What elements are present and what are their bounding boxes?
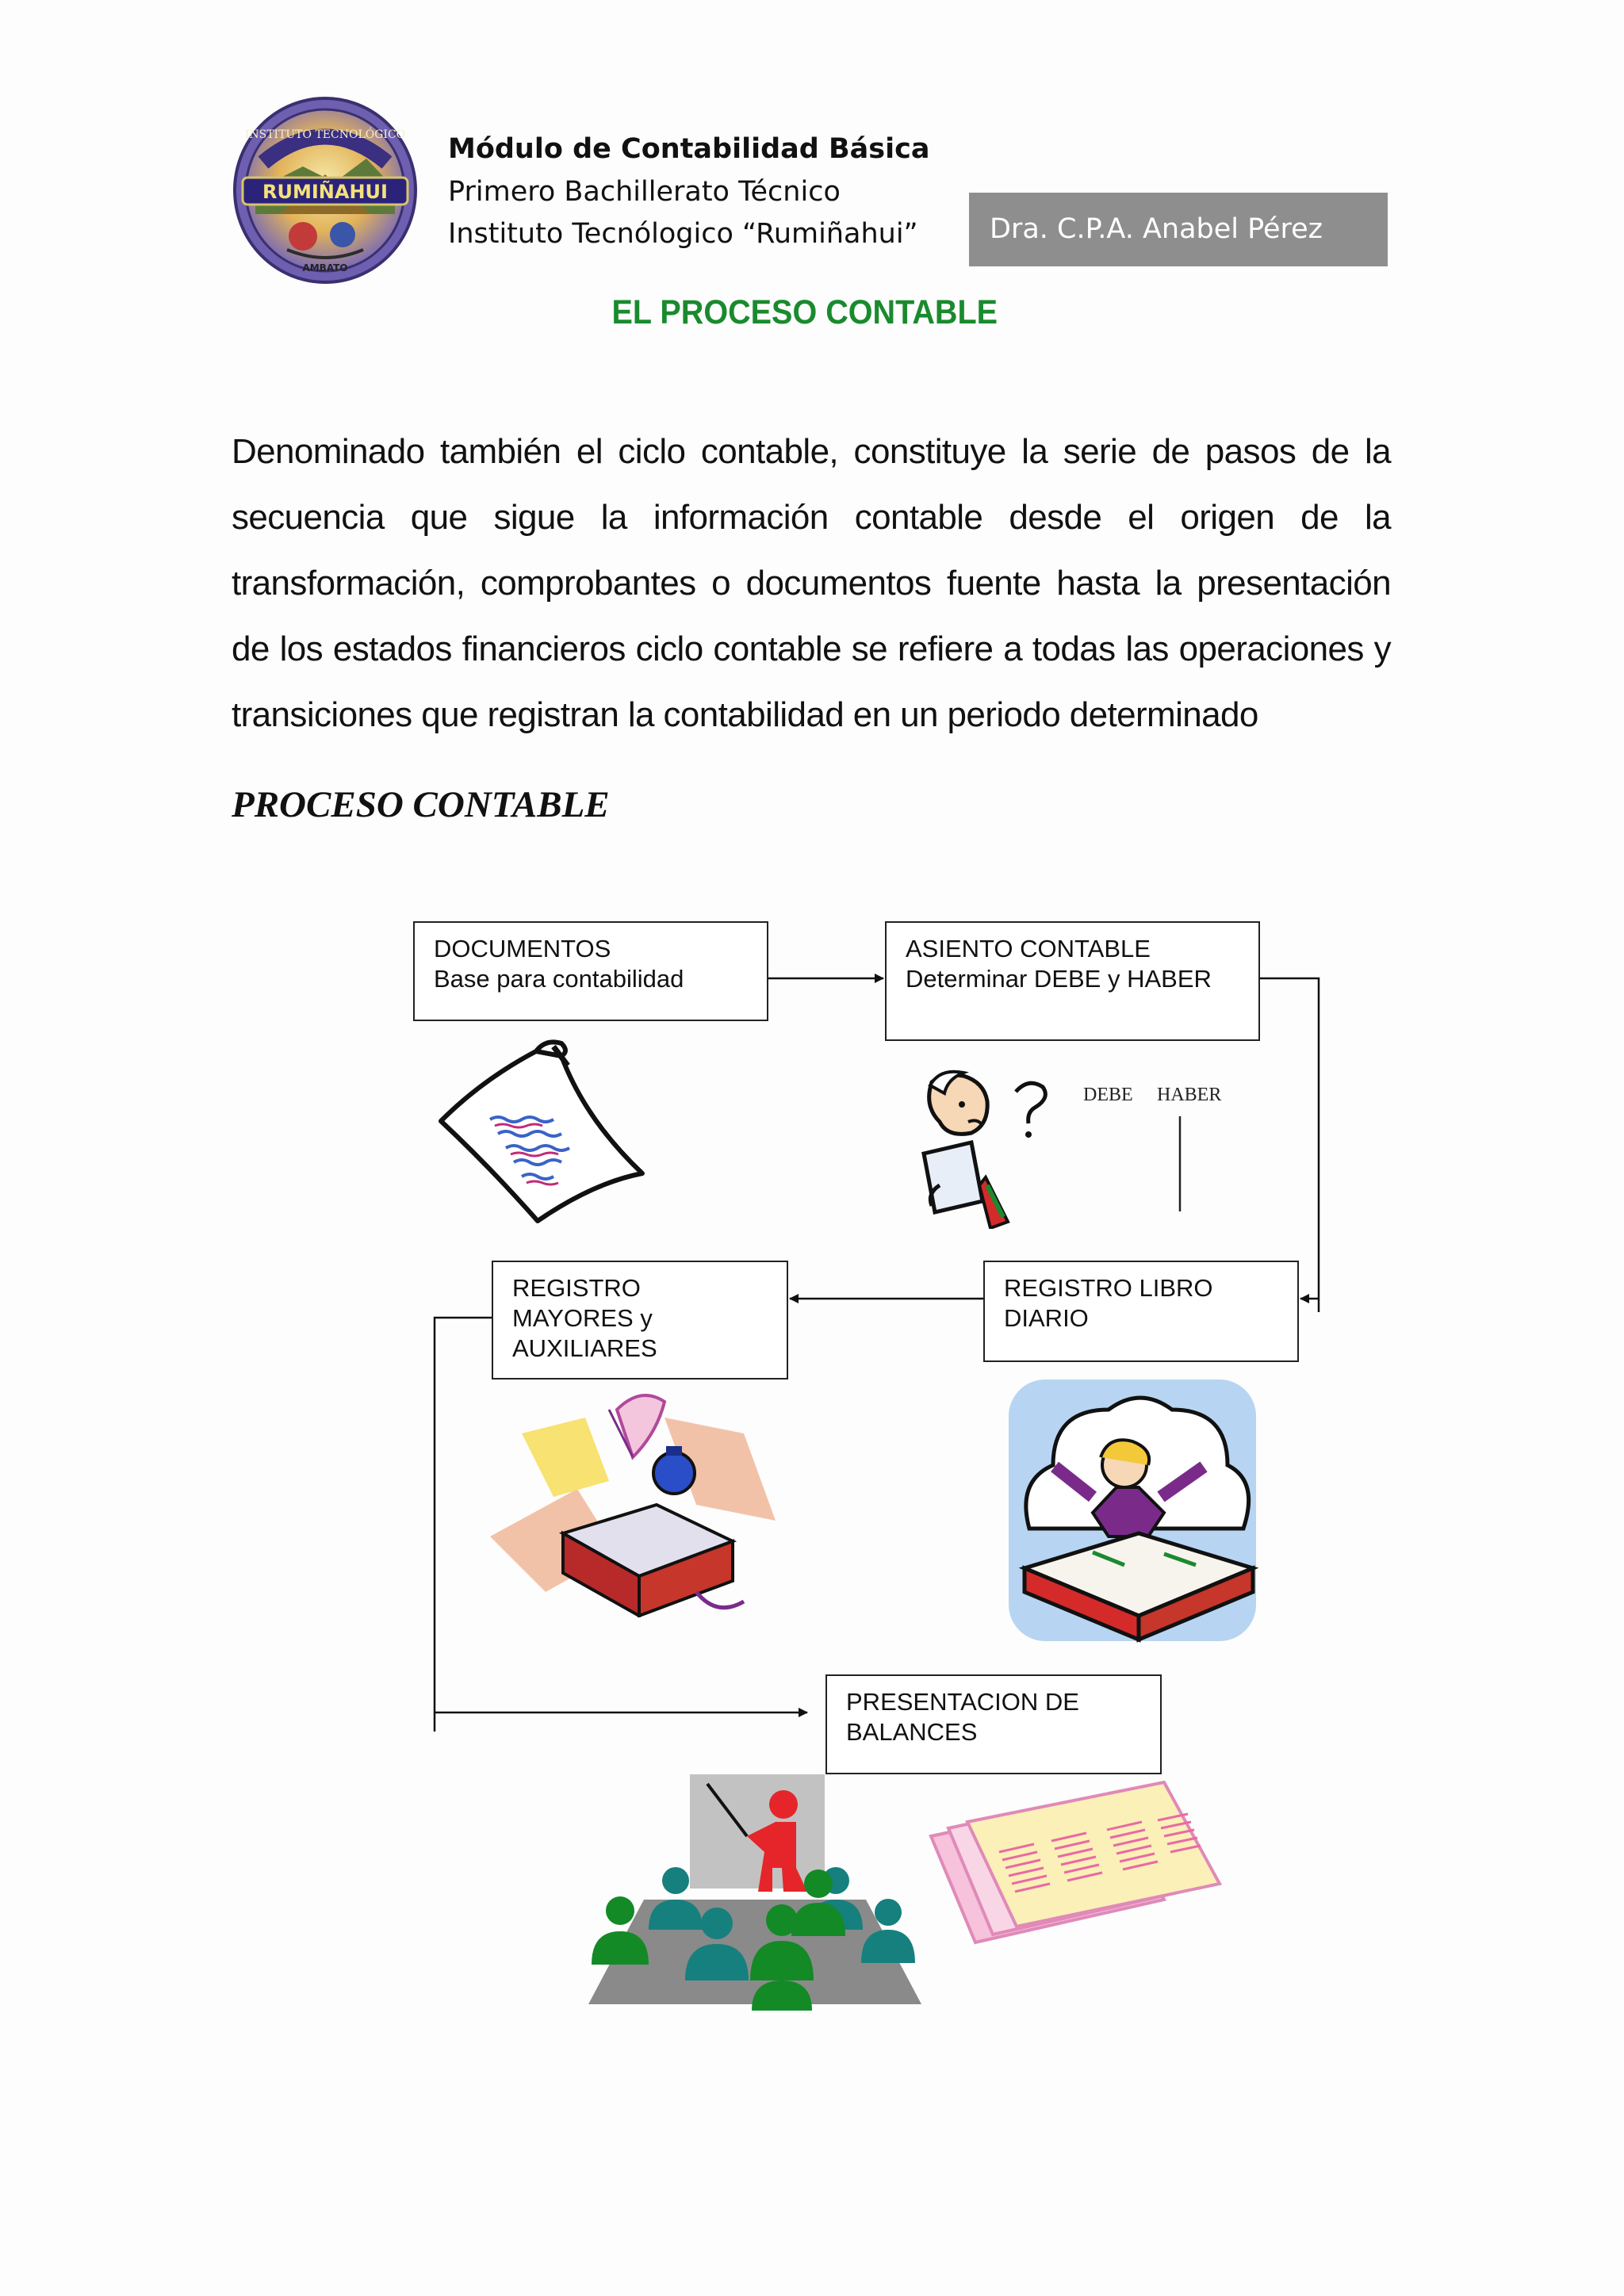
document-title: [65, 293, 1559, 332]
module-title: Módulo de Contabilidad Básica: [448, 133, 930, 165]
arrow-mayores-presentacion: [435, 1318, 492, 1732]
flow-box-asiento-subtitle: Determinar DEBE y HABER: [906, 965, 1212, 993]
institute-logo-icon: [232, 95, 419, 285]
section-heading: PROCESO CONTABLE: [232, 784, 610, 825]
flow-box-registro-libro-diario: [983, 1261, 1299, 1362]
logo-arc-text: INSTITUTO TECNOLÓGICO: [244, 128, 406, 141]
flow-box-mayores-line2: MAYORES y: [512, 1304, 653, 1332]
author-box: [969, 193, 1388, 266]
flow-box-presentacion-line1: PRESENTACION DE: [846, 1688, 1079, 1716]
course-name: Primero Bachillerato Técnico: [448, 176, 841, 208]
t-account-haber-label: HABER: [1157, 1085, 1222, 1105]
intro-paragraph: Denominado también el ciclo contable, constituye la serie de pasos de la secuencia que sigue la información contable desde el origen de la transformación, comprobantes o documentos fuente hasta la presentación de los estados financieros ciclo contable se refiere a todas las operaciones y transiciones que registran la contabilidad en un periodo determinado: [232, 432, 1391, 734]
logo-bottom-text: AMBATO: [302, 262, 348, 274]
flow-box-documentos: [413, 921, 768, 1021]
flow-box-registro-mayores: [492, 1261, 788, 1380]
document-scroll-icon: [435, 1032, 649, 1229]
flow-box-asiento-contable: [885, 921, 1260, 1041]
flow-box-presentacion-balances: [825, 1674, 1162, 1774]
document-title-text: EL PROCESO CONTABLE: [611, 293, 998, 331]
balance-sheets-icon: [926, 1781, 1228, 1955]
presentation-audience-icon: [588, 1773, 921, 2011]
flow-box-presentacion-line2: BALANCES: [846, 1718, 978, 1746]
reading-girl-icon: [1005, 1378, 1272, 1644]
flow-box-asiento-title: ASIENTO CONTABLE: [906, 935, 1151, 962]
t-account-debe-label: DEBE: [1083, 1085, 1133, 1105]
flow-box-mayores-line3: AUXILIARES: [512, 1334, 657, 1362]
logo-banner-text: RUMIÑAHUI: [262, 181, 388, 203]
flow-box-libro-line1: REGISTRO LIBRO: [1004, 1274, 1213, 1302]
flow-box-documentos-subtitle: Base para contabilidad: [434, 965, 684, 993]
institute-name: Instituto Tecnólogico “Rumiñahui”: [448, 218, 918, 250]
flow-box-mayores-line1: REGISTRO: [512, 1274, 641, 1302]
book-quill-icon: [490, 1386, 776, 1617]
thinking-man-icon: [916, 1066, 1059, 1229]
flow-box-libro-line2: DIARIO: [1004, 1304, 1089, 1332]
flow-box-documentos-title: DOCUMENTOS: [434, 935, 611, 962]
author-name: Dra. C.P.A. Anabel Pérez: [990, 213, 1323, 245]
